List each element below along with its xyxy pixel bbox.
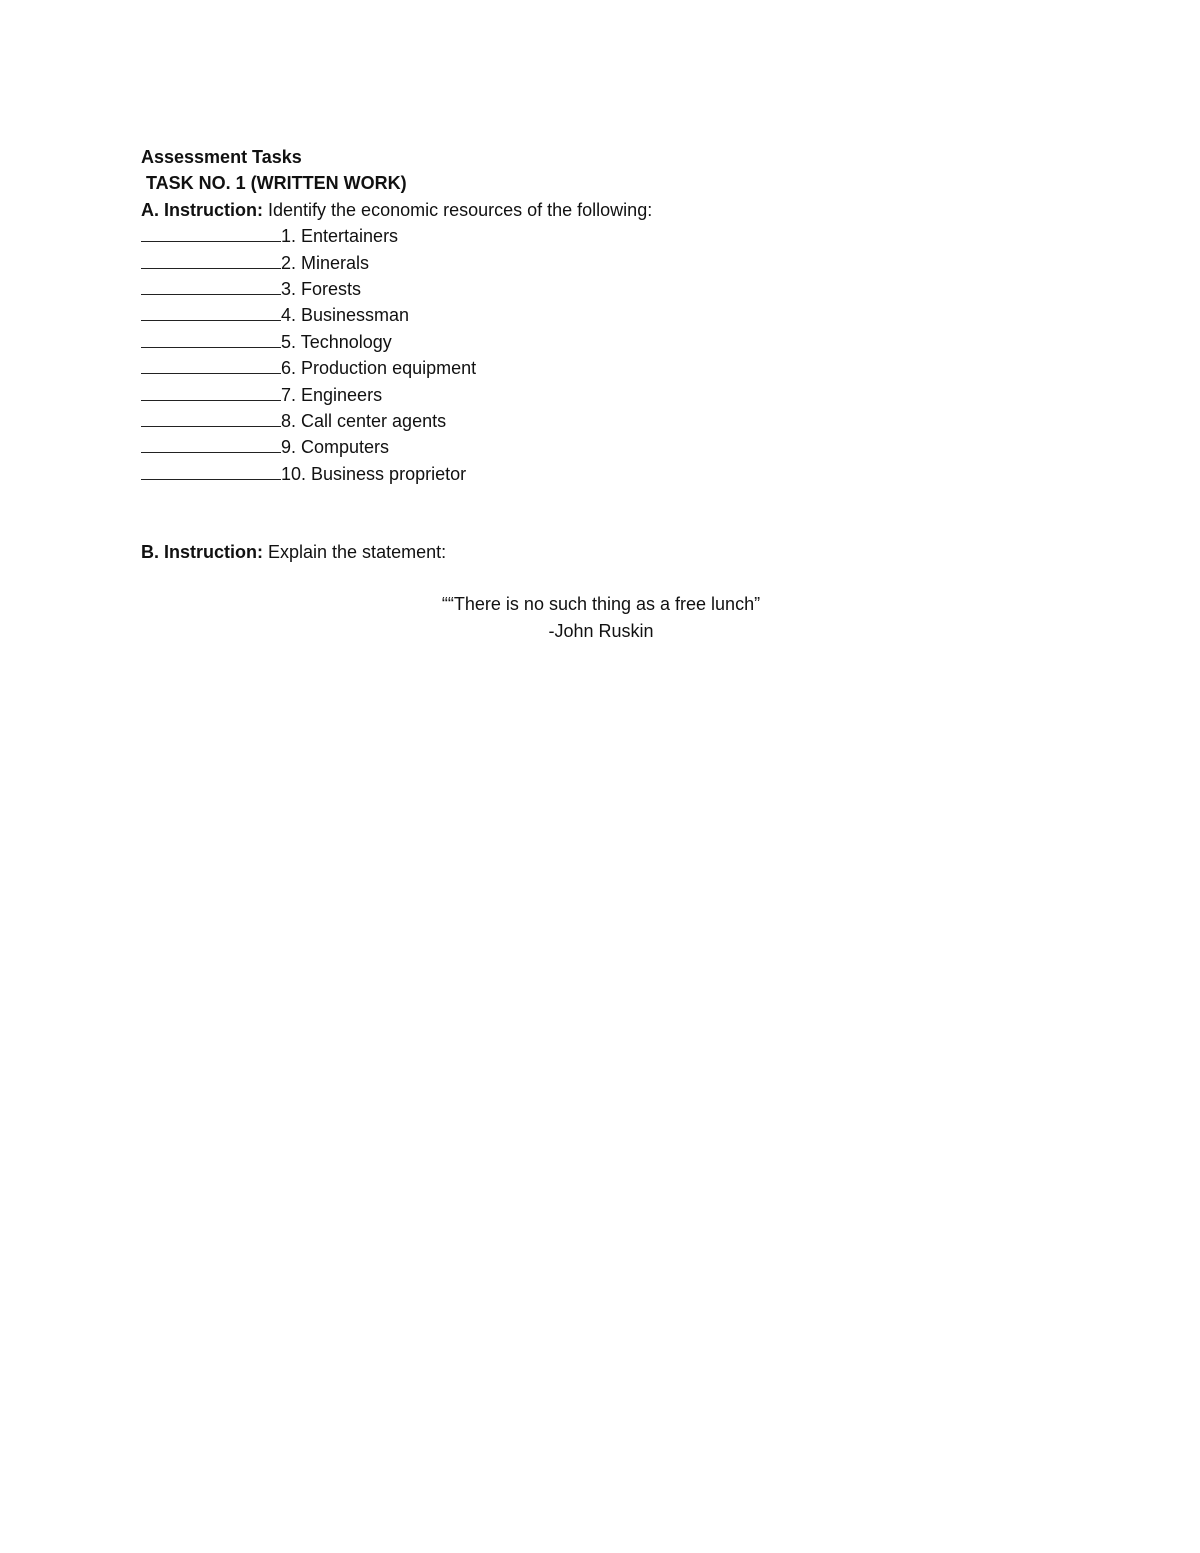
task-title: TASK NO. 1 (WRITTEN WORK) <box>146 173 407 194</box>
list-item-label: 7. Engineers <box>281 384 383 405</box>
list-item-label: 3. Forests <box>281 278 362 299</box>
list-item <box>141 461 1061 487</box>
answer-blank[interactable] <box>141 408 281 427</box>
list-item-label: 5. Technology <box>281 331 392 352</box>
quote-text: ““There is no such thing as a free lunch” <box>441 594 761 615</box>
list-item <box>141 329 1061 355</box>
section-a-instruction <box>141 197 1061 223</box>
answer-blank[interactable] <box>141 382 281 401</box>
list-item-label: 8. Call center agents <box>281 410 447 431</box>
list-item <box>141 276 1061 302</box>
section-a-label: A. Instruction: <box>141 199 263 220</box>
answer-blank[interactable] <box>141 302 281 321</box>
list-item-label: 4. Businessman <box>281 305 410 326</box>
list-item <box>141 223 1061 249</box>
list-item <box>141 408 1061 434</box>
answer-blank[interactable] <box>141 276 281 295</box>
document-heading: Assessment Tasks <box>141 147 302 167</box>
list-item-label: 9. Computers <box>281 437 390 458</box>
list-item-label: 2. Minerals <box>281 252 370 273</box>
quote-block <box>141 591 1061 644</box>
list-item <box>141 355 1061 381</box>
answer-blank[interactable] <box>141 355 281 374</box>
spacer <box>141 565 1061 591</box>
answer-blank[interactable] <box>141 434 281 453</box>
answer-blank[interactable] <box>141 461 281 480</box>
list-item-label: 10. Business proprietor <box>281 463 467 484</box>
spacer <box>141 487 1061 539</box>
section-b-instruction <box>141 539 1061 565</box>
list-item <box>141 302 1061 328</box>
list-item-label: 1. Entertainers <box>281 226 399 247</box>
list-item-label: 6. Production equipment <box>281 358 477 379</box>
list-item <box>141 250 1061 276</box>
section-b-text: Explain the statement: <box>263 542 447 563</box>
list-item <box>141 382 1061 408</box>
list-item <box>141 434 1061 460</box>
answer-blank[interactable] <box>141 223 281 242</box>
answer-blank[interactable] <box>141 329 281 348</box>
answer-blank[interactable] <box>141 250 281 269</box>
quote-attribution: -John Ruskin <box>548 620 654 641</box>
section-b-label: B. Instruction: <box>141 542 263 563</box>
section-a-text: Identify the economic resources of the following: <box>263 199 653 220</box>
document-content <box>141 144 1061 644</box>
